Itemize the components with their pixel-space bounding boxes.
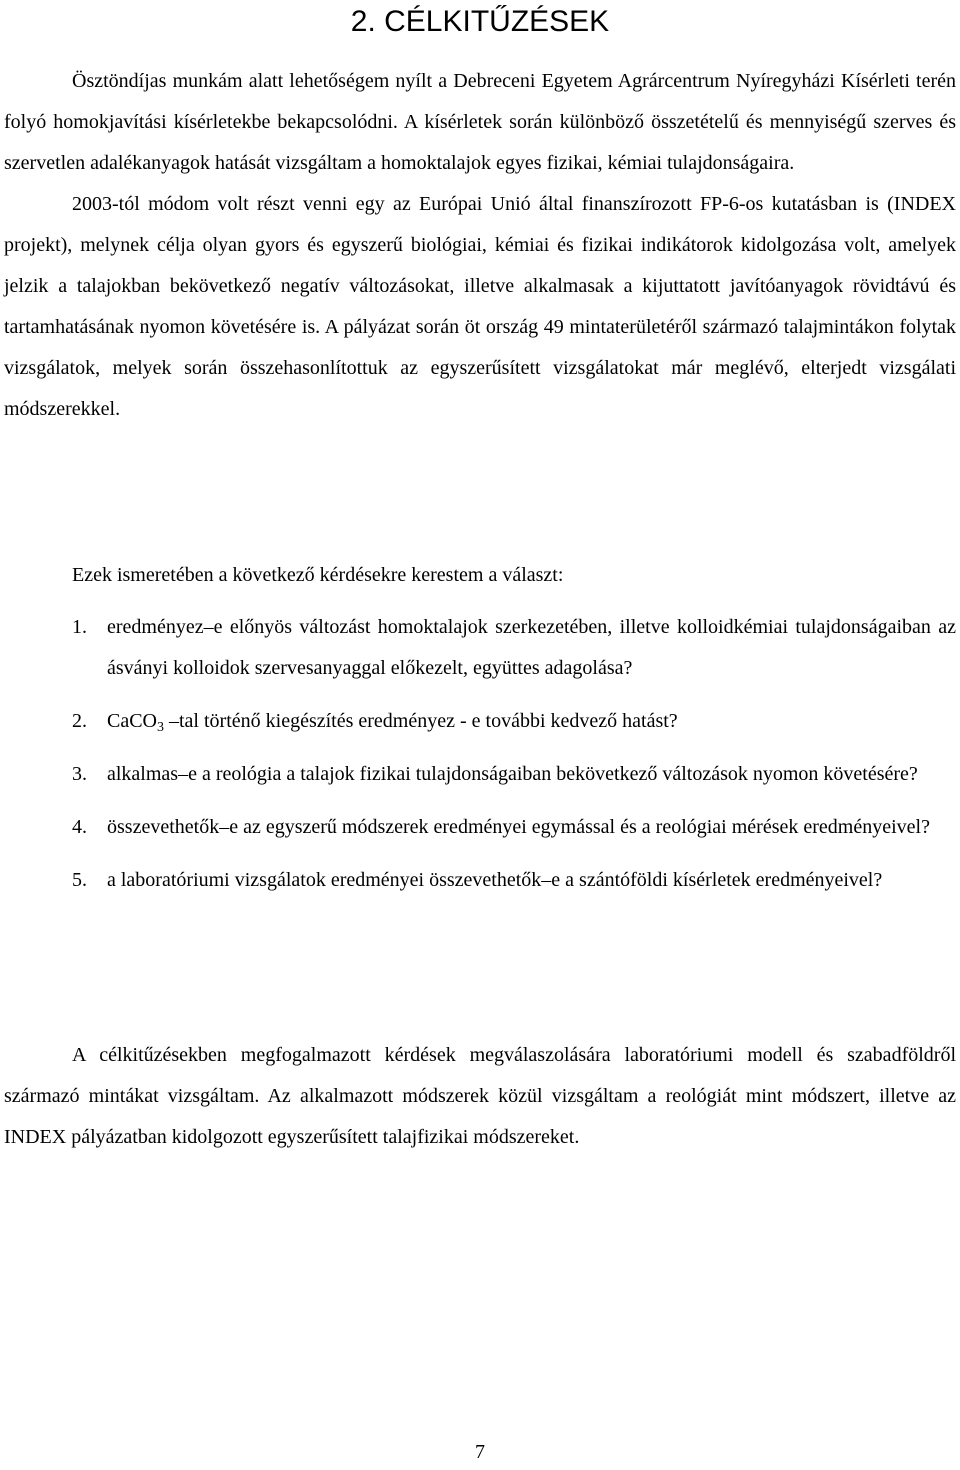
questions-list [4, 607, 956, 913]
question-text-formula: CaCO [107, 710, 157, 732]
question-number: 3. [72, 763, 87, 785]
question-item-4 [4, 807, 956, 848]
question-item-1 [4, 607, 956, 689]
page-number: 7 [475, 1441, 485, 1463]
question-text: a laboratóriumi vizsgálatok eredményei összevethetők–e a szántóföldi kísérletek eredményeivel? [107, 869, 883, 891]
question-text: összevethetők–e az egyszerű módszerek eredményei egymással és a reológiai mérések eredményeivel? [107, 816, 930, 838]
formula-subscript: 3 [157, 720, 164, 735]
question-number: 2. [72, 710, 87, 732]
questions-intro: Ezek ismeretében a következő kérdésekre kerestem a választ: [72, 564, 564, 586]
question-number: 4. [72, 816, 87, 838]
intro-section [4, 61, 956, 430]
question-text: eredményez–e előnyös változást homoktalajok szerkezetében, illetve kolloidkémiai tulajdonságaiban az ásványi kolloidok szervesanyaggal előkezelt, együttes adagolása? [107, 616, 956, 679]
intro-paragraph-2: 2003-tól módom volt részt venni egy az Európai Unió által finanszírozott FP-6-os kutatásban is (INDEX projekt), melynek célja olyan gyors és egyszerű biológiai, kémiai és fizikai indikátorok kidolgozása volt, amelyek jelzik a talajokban bekövetkező negatív változásokat, illetve alkalmasak a kijuttatott javítóanyagok rövidtávú és tartamhatásának nyomon követésére is. A pályázat során öt ország 49 mintaterületéről származó talajmintákon folytak vizsgálatok, melyek során összehasonlítottuk az egyszerűsített vizsgálatokat már meglévő, elterjedt vizsgálati módszerekkel. [4, 193, 956, 420]
closing-paragraph: A célkitűzésekben megfogalmazott kérdések megválaszolására laboratóriumi modell és szabadföldről származó mintákat vizsgáltam. Az alkalmazott módszerek közül vizsgáltam a reológiát mint módszert, illetve az INDEX pályázatban kidolgozott egyszerűsített talajfizikai módszereket. [4, 1044, 956, 1148]
question-text: –tal történő kiegészítés eredményez - e további kedvező hatást? [164, 710, 678, 732]
question-number: 1. [72, 616, 87, 638]
question-item-2 [4, 701, 956, 742]
section-heading: 2. CÉLKITŰZÉSEK [350, 5, 610, 38]
question-item-3 [4, 754, 956, 795]
question-number: 5. [72, 869, 87, 891]
document-page [4, 0, 956, 1470]
question-text: alkalmas–e a reológia a talajok fizikai tulajdonságaiban bekövetkező változások nyomon követésére? [107, 763, 918, 785]
question-item-5 [4, 860, 956, 901]
intro-paragraph-1: Ösztöndíjas munkám alatt lehetőségem nyílt a Debreceni Egyetem Agrárcentrum Nyíregyházi Kísérleti terén folyó homokjavítási kísérletekbe bekapcsolódni. A kísérletek során különböző összetételű és mennyiségű szerves és szervetlen adalékanyagok hatását vizsgáltam a homoktalajok egyes fizikai, kémiai tulajdonságaira. [4, 70, 956, 174]
closing-section [4, 1035, 956, 1158]
